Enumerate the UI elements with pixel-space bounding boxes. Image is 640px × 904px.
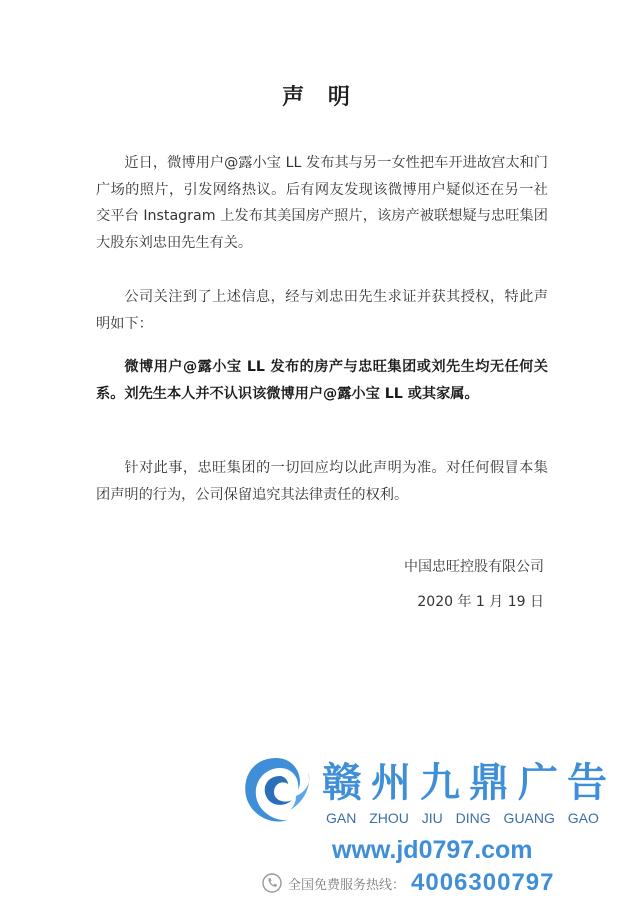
phone-icon <box>262 873 282 893</box>
watermark-brand-name: 赣州九鼎广告 <box>322 760 616 806</box>
watermark-pinyin: GAN ZHOU JIU DING GUANG GAO <box>326 810 599 826</box>
statement-date: 2020 年 1 月 19 日 <box>417 594 544 610</box>
hotline-number: 4006300797 <box>411 869 555 896</box>
paragraph-1: 近日，微博用户@露小宝 LL 发布其与另一女性把车开进故宫太和门广场的照片，引发网络热议。后有网友发现该微博用户疑似还在另一社交平台 Instagram 上发布其美国房产照片，该房产被联想疑与忠旺集团大股东刘忠田先生有关。 <box>96 155 548 251</box>
watermark-hotline <box>262 868 555 898</box>
paragraph-2: 公司关注到了上述信息，经与刘忠田先生求证并获其授权，特此声明如下： <box>96 289 548 332</box>
watermark-url: www.jd0797.com <box>332 836 533 864</box>
paragraph-4: 针对此事，忠旺集团的一切回应均以此声明为准。对任何假冒本集团声明的行为，公司保留追究其法律责任的权利。 <box>96 460 548 503</box>
document-title: 声 明 <box>282 85 358 110</box>
hotline-label: 全国免费服务热线： <box>288 877 406 893</box>
swirl-logo-icon <box>236 752 316 832</box>
paragraph-3-bold: 微博用户@露小宝 LL 发布的房产与忠旺集团或刘先生均无任何关系。刘先生本人并不认识该微博用户@露小宝 LL 或其家属。 <box>96 359 548 402</box>
company-signature: 中国忠旺控股有限公司 <box>404 559 544 575</box>
